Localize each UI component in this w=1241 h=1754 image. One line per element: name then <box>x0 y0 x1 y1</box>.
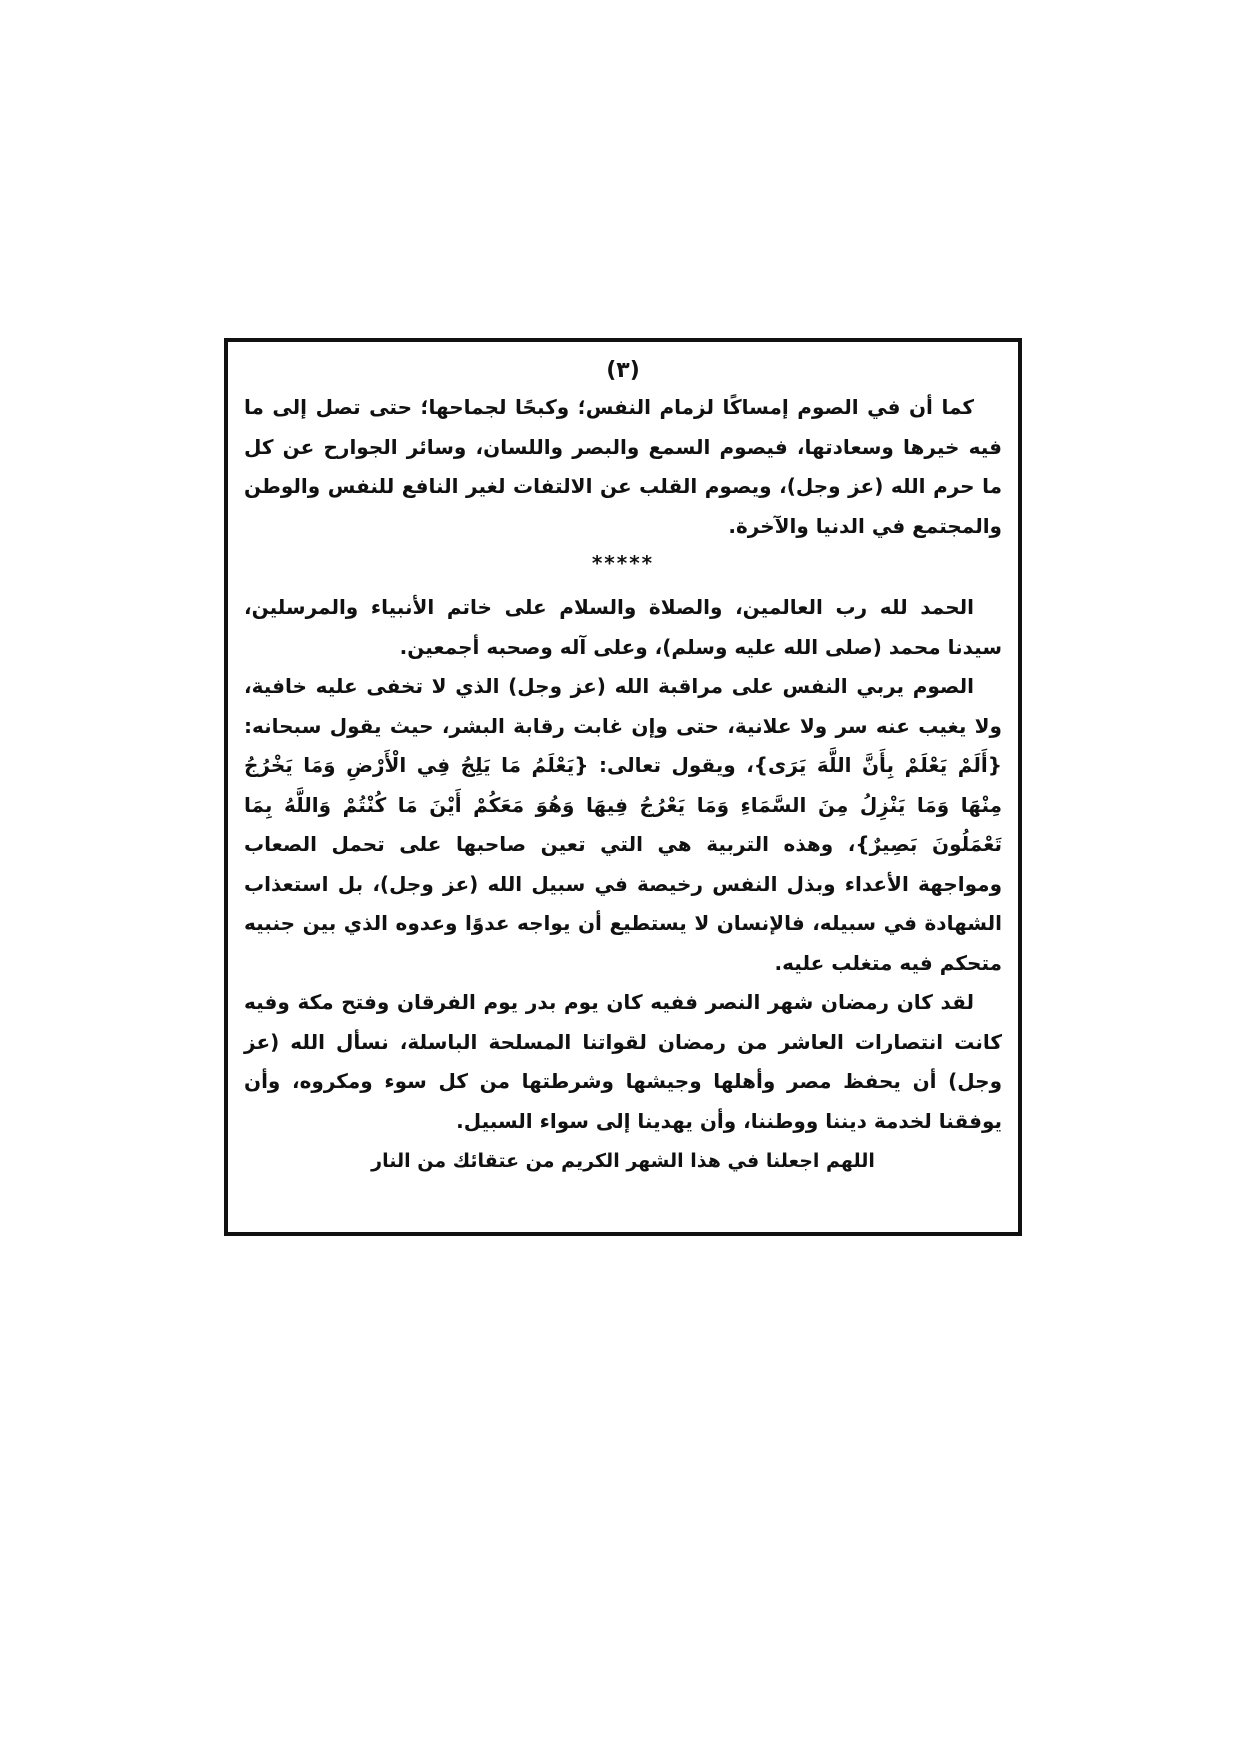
closing-prayer: اللهم اجعلنا في هذا الشهر الكريم من عتقائك من النار <box>371 1150 875 1172</box>
paragraph-praise: الحمد لله رب العالمين، والصلاة والسلام على خاتم الأنبياء والمرسلين، سيدنا محمد (صلى الله عليه وسلم)، وعلى آله وصحبه أجمعين. <box>244 595 1002 659</box>
page-number: (٣) <box>606 358 640 383</box>
page-frame <box>224 338 1022 1236</box>
paragraph-fasting-restraint: كما أن في الصوم إمساكًا لزمام النفس؛ وكبحًا لجماحها؛ حتى تصل إلى ما فيه خيرها وسعادتها، فيصوم السمع والبصر واللسان، وسائر الجوارح عن كل ما حرم الله (عز وجل)، ويصوم القلب عن الالتفات لغير النافع للنفس والوطن والمجتمع في الدنيا والآخرة. <box>244 395 1002 538</box>
paragraph-ramadan-victory: لقد كان رمضان شهر النصر ففيه كان يوم بدر يوم الفرقان وفتح مكة وفيه كانت انتصارات العاشر من رمضان لقواتنا المسلحة الباسلة، نسأل الله (عز وجل) أن يحفظ مصر وأهلها وجيشها وشرطتها من كل سوء ومكروه، وأن يوفقنا لخدمة ديننا ووطننا، وأن يهدينا إلى سواء السبيل. <box>244 990 1002 1133</box>
paragraph-self-discipline: الصوم يربي النفس على مراقبة الله (عز وجل) الذي لا تخفى عليه خافية، ولا يغيب عنه سر ولا علانية، حتى وإن غابت رقابة البشر، حيث يقول سبحانه: {أَلَمْ يَعْلَمْ بِأَنَّ اللَّهَ يَرَى}، ويقول تعالى: {يَعْلَمُ مَا يَلِجُ فِي الْأَرْضِ وَمَا يَخْرُجُ مِنْهَا وَمَا يَنْزِلُ مِنَ السَّمَاءِ وَمَا يَعْرُجُ فِيهَا وَهُوَ مَعَكُمْ أَيْنَ مَا كُنْتُمْ وَاللَّهُ بِمَا تَعْمَلُونَ بَصِيرٌ}، وهذه التربية هي التي تعين صاحبها على تحمل الصعاب ومواجهة الأعداء وبذل النفس رخيصة في سبيل الله (عز وجل)، بل استعذاب الشهادة في سبيله، فالإنسان لا يستطيع أن يواجه عدوًا وعدوه الذي بين جنبيه متحكم فيه متغلب عليه. <box>244 674 1002 975</box>
section-separator: ***** <box>591 551 655 575</box>
